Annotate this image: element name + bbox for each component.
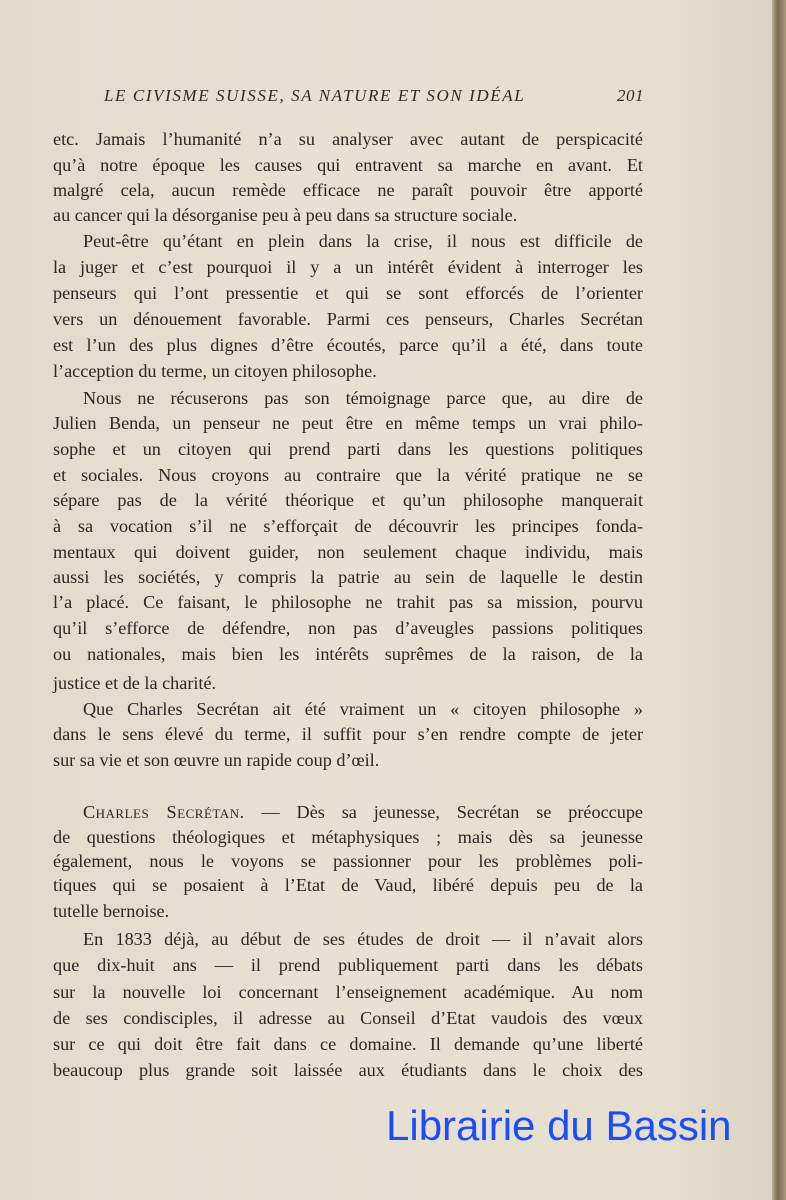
- text-line: qu’à notre époque les causes qui entravent sa marche en avant. Et: [53, 155, 643, 175]
- text-line: sur sa vie et son œuvre un rapide coup d’œil.: [53, 750, 380, 770]
- text-line: et sociales. Nous croyons au contraire que la vérité pratique ne se: [53, 465, 643, 485]
- text-line: sophe et un citoyen qui prend parti dans les questions politiques: [53, 439, 643, 459]
- text-line: à sa vocation s’il ne s’efforçait de découvrir les principes fonda-: [53, 516, 643, 536]
- text-line: malgré cela, aucun remède efficace ne paraît pouvoir être apporté: [53, 180, 643, 200]
- text-line: ou nationales, mais bien les intérêts suprêmes de la raison, de la: [53, 644, 643, 664]
- text-line: aussi les sociétés, y compris la patrie au sein de laquelle le destin: [53, 567, 643, 587]
- running-header: [104, 86, 644, 110]
- text-line: l’acception du terme, un citoyen philosophe.: [53, 361, 377, 381]
- text-line: que dix-huit ans — il prend publiquement parti dans les débats: [53, 955, 643, 975]
- text-line: l’a placé. Ce faisant, le philosophe ne trahit pas sa mission, pourvu: [53, 592, 643, 612]
- watermark: Librairie du Bassin: [386, 1102, 732, 1149]
- text-line: justice et de la charité.: [53, 673, 217, 693]
- text-line: beaucoup plus grande soit laissée aux étudiants dans le choix des: [53, 1060, 643, 1080]
- text-line: vers un dénouement favorable. Parmi ces penseurs, Charles Secrétan: [53, 309, 643, 329]
- text-line: au cancer qui la désorganise peu à peu dans sa structure sociale.: [53, 205, 518, 225]
- book-edge: [772, 0, 786, 1200]
- text-line: penseurs qui l’ont pressentie et qui se sont efforcés de l’orienter: [53, 283, 643, 303]
- text-line: etc. Jamais l’humanité n’a su analyser avec autant de perspicacité: [53, 129, 643, 149]
- text-line: Peut-être qu’étant en plein dans la crise, il nous est difficile de: [83, 231, 643, 251]
- text-line: sur la nouvelle loi concernant l’enseignement académique. Au nom: [53, 982, 643, 1002]
- text-line: est l’un des plus dignes d’être écoutés, parce qu’il a été, dans toute: [53, 335, 643, 355]
- text-line: sur ce qui doit être fait dans ce domaine. Il demande qu’une liberté: [53, 1034, 643, 1054]
- text-line: En 1833 déjà, au début de ses études de droit — il n’avait alors: [83, 929, 643, 949]
- running-title: LE CIVISME SUISSE, SA NATURE ET SON IDÉAL: [104, 86, 526, 105]
- page-number: 201: [617, 86, 644, 105]
- text-line: également, nous le voyons se passionner pour les problèmes poli-: [53, 851, 643, 871]
- text-line: dans le sens élevé du terme, il suffit pour s’en rendre compte de jeter: [53, 724, 643, 744]
- text-line: Julien Benda, un penseur ne peut être en même temps un vrai philo-: [53, 413, 643, 433]
- text-line: de questions théologiques et métaphysiques ; mais dès sa jeunesse: [53, 827, 643, 847]
- text-line: qu’il s’efforce de défendre, non pas d’aveugles passions politiques: [53, 618, 643, 638]
- text-line: tiques qui se posaient à l’Etat de Vaud, libéré depuis peu de la: [53, 875, 643, 895]
- text-line: Nous ne récuserons pas son témoignage parce que, au dire de: [83, 388, 643, 408]
- text-line: de ses condisciples, il adresse au Conseil d’Etat vaudois des vœux: [53, 1008, 643, 1028]
- text-line: sépare pas de la vérité théorique et qu’un philosophe manquerait: [53, 490, 643, 510]
- section-heading: Charles Secrétan.: [83, 802, 245, 822]
- text-line: la juger et c’est pourquoi il y a un intérêt évident à interroger les: [53, 257, 643, 277]
- text-line: tutelle bernoise.: [53, 901, 170, 921]
- text-line: Que Charles Secrétan ait été vraiment un « citoyen philosophe »: [83, 699, 643, 719]
- text-line: mentaux qui doivent guider, non seulement chaque individu, mais: [53, 542, 643, 562]
- text-line: Charles Secrétan. — Dès sa jeunesse, Secrétan se préoccupe: [83, 802, 643, 822]
